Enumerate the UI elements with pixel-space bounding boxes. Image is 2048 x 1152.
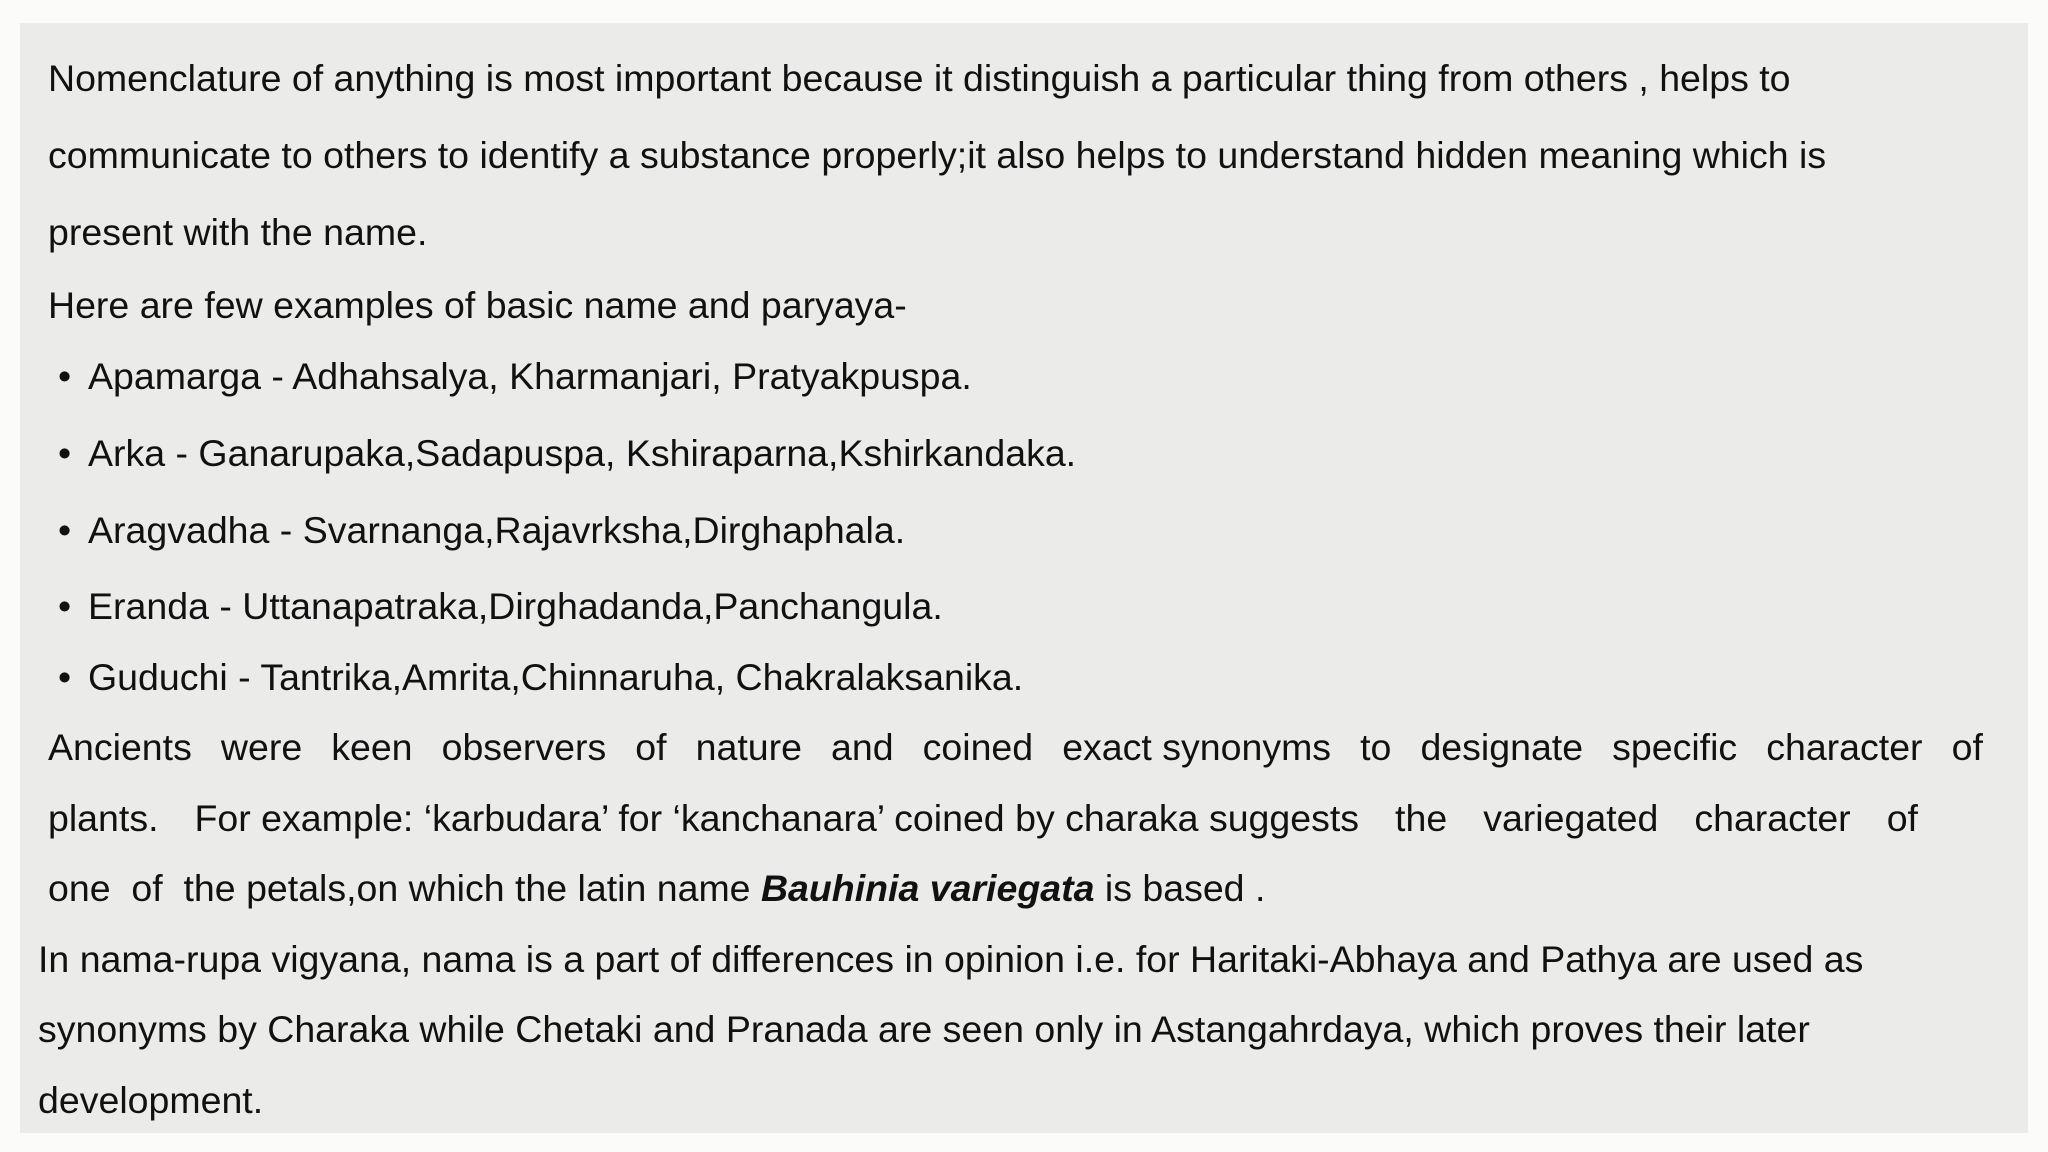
word: Ancients (48, 726, 192, 768)
intro-line-1: Nomenclature of anything is most important because it distinguish a particular thing from others , helps to (48, 57, 1791, 99)
text: one of the petals,on which the latin name (48, 867, 761, 909)
word: and (831, 726, 894, 768)
latin-name: Bauhinia variegata (760, 867, 1095, 909)
list-item (58, 354, 972, 398)
word: character (1766, 726, 1923, 768)
list-item (58, 584, 943, 628)
word: designate (1420, 726, 1584, 768)
nama-rupa-line-1: In nama-rupa vigyana, nama is a part of differences in opinion i.e. for Haritaki-Abhaya and Pathya are used as (38, 938, 1864, 980)
word: of (1886, 797, 1918, 839)
bullet-icon: • (58, 355, 72, 397)
bullet-icon: • (58, 585, 72, 627)
nama-rupa-line-3: development. (38, 1079, 264, 1121)
nama-rupa-line-2: synonyms by Charaka while Chetaki and Pranada are seen only in Astangahrdaya, which proves their later (38, 1008, 1810, 1050)
bullet-icon: • (58, 432, 72, 474)
ancients-line-2 (48, 796, 1918, 840)
bullet-icon: • (58, 656, 72, 698)
word: observers (441, 726, 607, 768)
list-item (58, 431, 1076, 475)
word: exact synonyms (1062, 726, 1332, 768)
list-item (58, 655, 1023, 699)
example-text: Eranda - Uttanapatraka,Dirghadanda,Panchangula. (88, 585, 943, 627)
word: of (1951, 726, 1983, 768)
list-item (58, 508, 905, 552)
word: of (635, 726, 667, 768)
word: the (1395, 797, 1448, 839)
word: variegated (1483, 797, 1659, 839)
word: specific (1612, 726, 1738, 768)
example-text: Arka - Ganarupaka,Sadapuspa, Kshiraparna,Kshirkandaka. (88, 432, 1077, 474)
word: character (1694, 797, 1851, 839)
word: keen (331, 726, 413, 768)
word: to (1360, 726, 1392, 768)
intro-line-2: communicate to others to identify a substance properly;it also helps to understand hidden meaning which is (48, 134, 1827, 176)
ancients-line-3 (48, 866, 1265, 910)
word: coined (922, 726, 1034, 768)
word: nature (695, 726, 802, 768)
ancients-line-1 (48, 725, 1983, 769)
examples-heading: Here are few examples of basic name and paryaya- (48, 284, 907, 326)
word: plants. (48, 797, 159, 839)
text: is based . (1094, 867, 1266, 909)
bullet-icon: • (58, 509, 72, 551)
word: For example: ‘karbudara’ for ‘kanchanara’ coined by charaka suggests (194, 797, 1360, 839)
example-text: Guduchi - Tantrika,Amrita,Chinnaruha, Chakralaksanika. (88, 656, 1024, 698)
intro-line-3: present with the name. (48, 211, 428, 253)
word: were (220, 726, 303, 768)
example-text: Aragvadha - Svarnanga,Rajavrksha,Dirghaphala. (88, 509, 906, 551)
example-text: Apamarga - Adhahsalya, Kharmanjari, Pratyakpuspa. (88, 355, 972, 397)
